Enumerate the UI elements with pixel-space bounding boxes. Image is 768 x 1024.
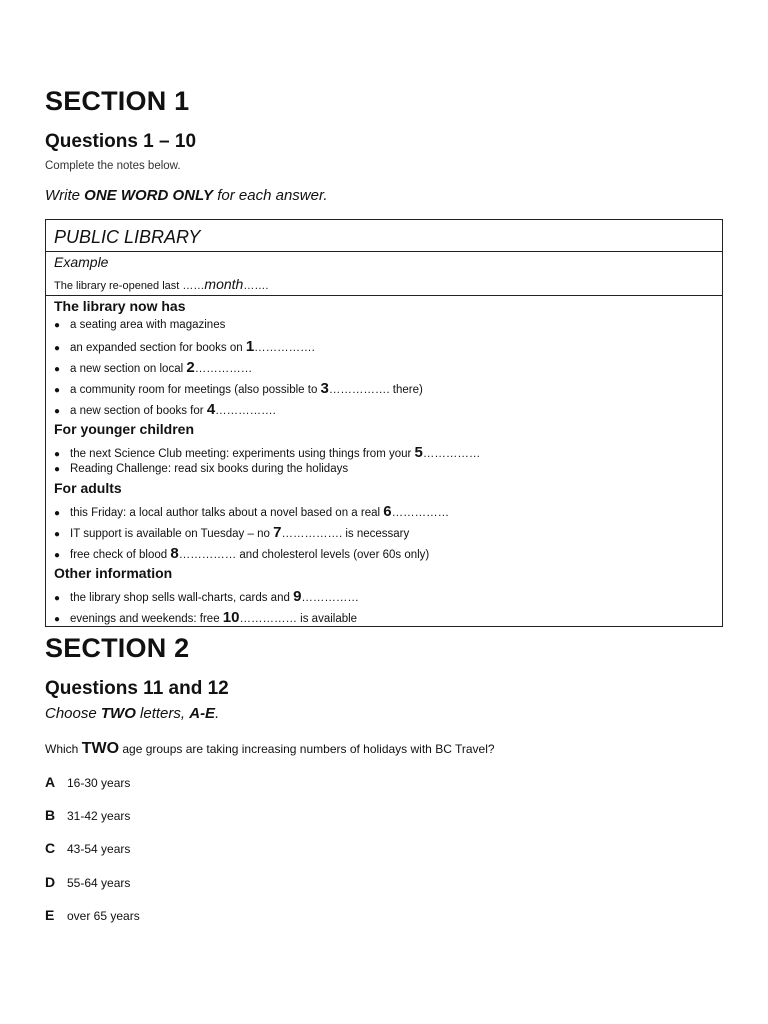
note-item: ● a new section of books for 4……………. xyxy=(54,401,276,418)
answer-gap: …………… xyxy=(194,363,253,375)
section2-title: SECTION 2 xyxy=(45,633,190,663)
choose-pre: Choose xyxy=(45,705,101,722)
note-item: ● this Friday: a local author talks about a novel based on a real 6…………… xyxy=(54,503,450,520)
answer-gap: …………… xyxy=(301,592,359,604)
answer-gap: …………… xyxy=(391,507,450,519)
option-row xyxy=(45,907,140,923)
option-letter: C xyxy=(45,840,56,856)
example-text: The library re-opened last xyxy=(54,280,183,292)
note-text: IT support is available on Tuesday – no xyxy=(70,528,274,540)
question-pre: Which xyxy=(45,742,82,756)
option-letter: B xyxy=(45,807,56,823)
option-letter: A xyxy=(45,774,56,790)
note-text: an expanded section for books on xyxy=(70,342,246,354)
note-text: a new section on local xyxy=(70,363,187,375)
section1-complete-instruction: Complete the notes below. xyxy=(45,160,181,172)
question-stem xyxy=(45,740,495,758)
section2-questions-heading: Questions 11 and 12 xyxy=(45,678,229,699)
choose-bold: TWO xyxy=(100,705,136,722)
note-item: ● evenings and weekends: free 10…………… is available xyxy=(54,609,358,626)
note-item: ● a community room for meetings (also possible to 3……………. there) xyxy=(54,380,423,397)
question-number: 1 xyxy=(245,338,255,355)
group-heading: For adults xyxy=(54,480,122,496)
note-text: evenings and weekends: free xyxy=(70,613,223,625)
option-row xyxy=(45,807,130,823)
question-bold: TWO xyxy=(81,740,120,757)
option-text: 31-42 years xyxy=(67,809,131,823)
note-text: this Friday: a local author talks about a novel based on a real xyxy=(70,507,384,519)
note-item: ● free check of blood 8…………… and cholesterol levels (over 60s only) xyxy=(54,545,430,562)
answer-gap: ……………. is necessary xyxy=(281,528,410,540)
option-letter: D xyxy=(45,874,56,890)
section1-write-instruction xyxy=(45,187,328,204)
notes-title: PUBLIC LIBRARY xyxy=(54,227,201,247)
option-row xyxy=(45,774,130,790)
example-answer: month xyxy=(204,276,244,292)
group-heading: Other information xyxy=(54,565,173,581)
answer-gap: ……………. xyxy=(254,342,315,354)
group-heading: The library now has xyxy=(54,298,186,314)
option-text: 55-64 years xyxy=(67,876,131,890)
note-text: a seating area with magazines xyxy=(70,319,226,331)
note-item: ● IT support is available on Tuesday – no 7……………. is necessary xyxy=(54,524,410,541)
option-letter: E xyxy=(45,907,55,923)
question-number: 3 xyxy=(320,380,329,397)
choose-post: . xyxy=(215,705,220,722)
choose-mid: letters, xyxy=(135,705,190,722)
choose-bold2: A-E xyxy=(189,705,216,722)
write-pre: Write xyxy=(45,187,85,204)
write-post: for each answer. xyxy=(213,187,328,204)
option-row xyxy=(45,874,130,890)
answer-gap: ……………. xyxy=(215,405,276,417)
note-item: ● an expanded section for books on 1……………. xyxy=(54,338,315,355)
note-text: a community room for meetings (also possible to xyxy=(70,384,321,396)
answer-gap: …………… xyxy=(422,448,481,460)
notes-title-row xyxy=(46,220,722,252)
note-text: free check of blood xyxy=(70,549,171,561)
answer-gap: …………… is available xyxy=(239,613,358,625)
notes-example-row xyxy=(46,252,722,296)
question-number: 8 xyxy=(170,545,179,562)
option-row xyxy=(45,840,130,856)
note-item: ● a new section on local 2…………… xyxy=(54,359,253,376)
section2-choose-instruction xyxy=(45,705,219,722)
question-number: 9 xyxy=(293,588,302,605)
note-item: ● Reading Challenge: read six books during the holidays xyxy=(54,463,349,475)
answer-gap: ……………. there) xyxy=(328,384,423,396)
section1-questions-heading: Questions 1 – 10 xyxy=(45,131,197,152)
question-post: age groups are taking increasing numbers of holidays with BC Travel? xyxy=(119,742,495,756)
note-text: the library shop sells wall-charts, cards and xyxy=(70,592,294,604)
example-line xyxy=(54,276,268,292)
note-text: the next Science Club meeting: experiments using things from your xyxy=(70,448,415,460)
notes-box xyxy=(45,219,723,627)
option-text: 43-54 years xyxy=(67,842,131,856)
note-item: ● the library shop sells wall-charts, cards and 9…………… xyxy=(54,588,359,605)
example-dots-post: ……. xyxy=(243,280,269,292)
answer-gap: …………… and cholesterol levels (over 60s only) xyxy=(178,549,430,561)
question-number: 2 xyxy=(186,359,195,376)
question-number: 4 xyxy=(206,401,216,418)
note-text: Reading Challenge: read six books during the holidays xyxy=(70,463,349,475)
question-number: 7 xyxy=(273,524,282,541)
question-number: 10 xyxy=(222,609,240,626)
option-text: over 65 years xyxy=(67,909,140,923)
example-label: Example xyxy=(54,254,109,270)
example-dots-pre: …… xyxy=(182,280,205,292)
option-text: 16-30 years xyxy=(67,776,131,790)
write-bold: ONE WORD ONLY xyxy=(84,187,214,204)
group-heading: For younger children xyxy=(54,421,195,437)
note-item: ● the next Science Club meeting: experiments using things from your 5…………… xyxy=(54,444,481,461)
note-item: ● a seating area with magazines xyxy=(54,319,226,331)
question-number: 6 xyxy=(383,503,392,520)
section1-title: SECTION 1 xyxy=(45,86,190,116)
question-number: 5 xyxy=(414,444,423,461)
note-text: a new section of books for xyxy=(70,405,207,417)
